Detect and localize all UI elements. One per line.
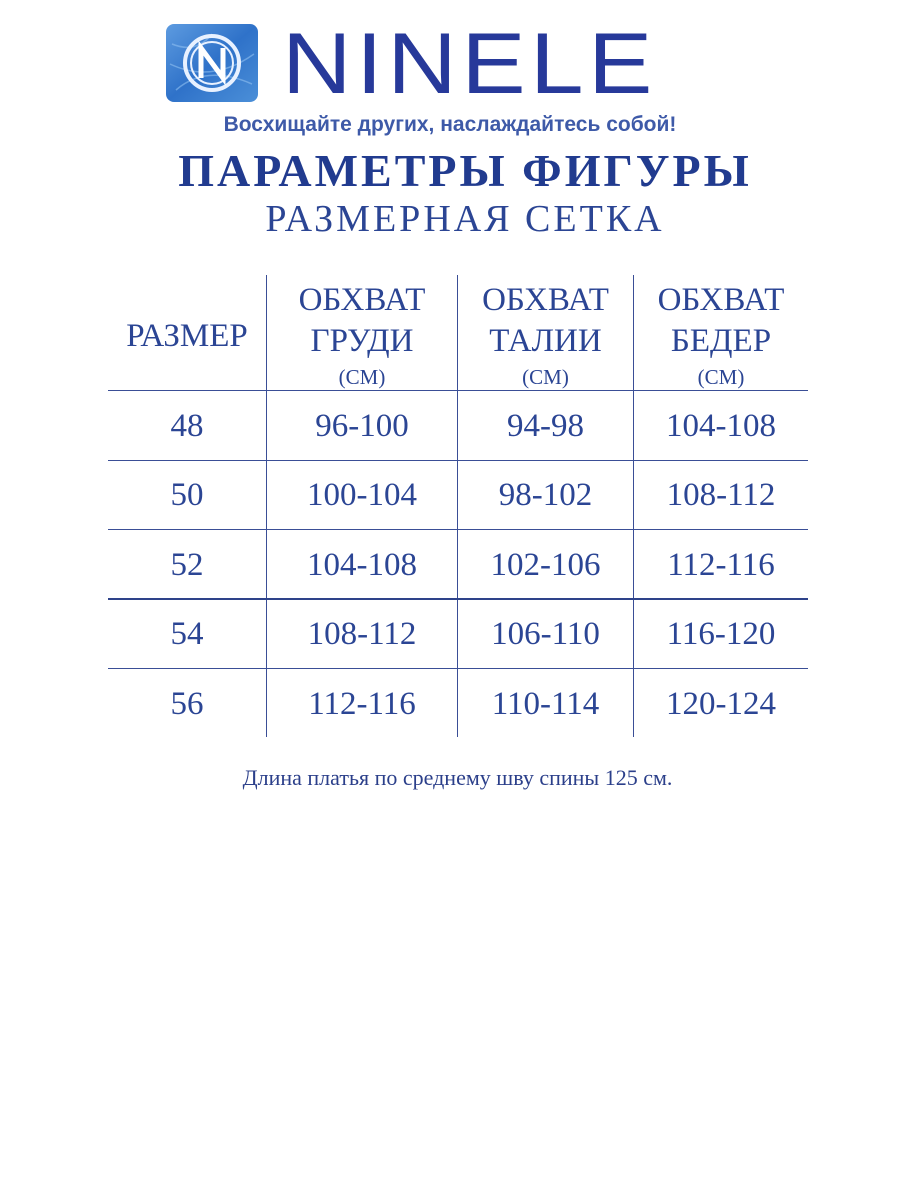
header-chest-unit: (СМ) xyxy=(338,365,386,389)
chest-cell: 100-104 xyxy=(307,477,417,513)
header-hips-line2: БЕДЕР xyxy=(670,323,772,359)
ninele-logo-icon xyxy=(166,24,258,102)
waist-cell: 102-106 xyxy=(490,547,601,583)
brand-name: NINELE xyxy=(282,16,657,112)
hips-cell: 116-120 xyxy=(666,616,776,652)
waist-cell: 106-110 xyxy=(491,616,600,652)
page-title: ПАРАМЕТРЫ ФИГУРЫ xyxy=(178,145,752,196)
waist-cell: 98-102 xyxy=(498,477,593,513)
size-cell: 50 xyxy=(170,477,204,513)
header-waist-line2: ТАЛИИ xyxy=(489,323,602,359)
table-rule xyxy=(108,390,808,391)
header-chest-line2: ГРУДИ xyxy=(310,323,414,359)
table-rule xyxy=(108,529,808,530)
table-rule xyxy=(108,460,808,461)
chest-cell: 112-116 xyxy=(308,686,416,722)
waist-cell: 94-98 xyxy=(507,408,584,444)
hips-cell: 104-108 xyxy=(666,408,776,444)
table-rule xyxy=(108,668,808,669)
hips-cell: 108-112 xyxy=(666,477,776,513)
size-cell: 48 xyxy=(170,408,204,444)
brand-tagline: Восхищайте других, наслаждайтесь собой! xyxy=(223,113,677,136)
chest-cell: 108-112 xyxy=(307,616,417,652)
header-size: РАЗМЕР xyxy=(126,318,248,354)
header-chest-line1: ОБХВАТ xyxy=(298,282,426,318)
table-rule xyxy=(108,598,808,600)
chest-cell: 104-108 xyxy=(307,547,417,583)
size-cell: 52 xyxy=(170,547,204,583)
header-waist-unit: (СМ) xyxy=(522,365,569,389)
page-subtitle: РАЗМЕРНАЯ СЕТКА xyxy=(265,198,665,240)
header-hips-unit: (СМ) xyxy=(697,365,745,389)
dress-length-note: Длина платья по среднему шву спины 125 см. xyxy=(242,765,673,790)
size-cell: 56 xyxy=(170,686,204,722)
header-waist-line1: ОБХВАТ xyxy=(482,282,609,318)
header-hips-line1: ОБХВАТ xyxy=(657,282,785,318)
waist-cell: 110-114 xyxy=(491,686,600,722)
hips-cell: 120-124 xyxy=(666,686,776,722)
size-cell: 54 xyxy=(170,616,204,652)
chest-cell: 96-100 xyxy=(315,408,409,444)
hips-cell: 112-116 xyxy=(667,547,775,583)
